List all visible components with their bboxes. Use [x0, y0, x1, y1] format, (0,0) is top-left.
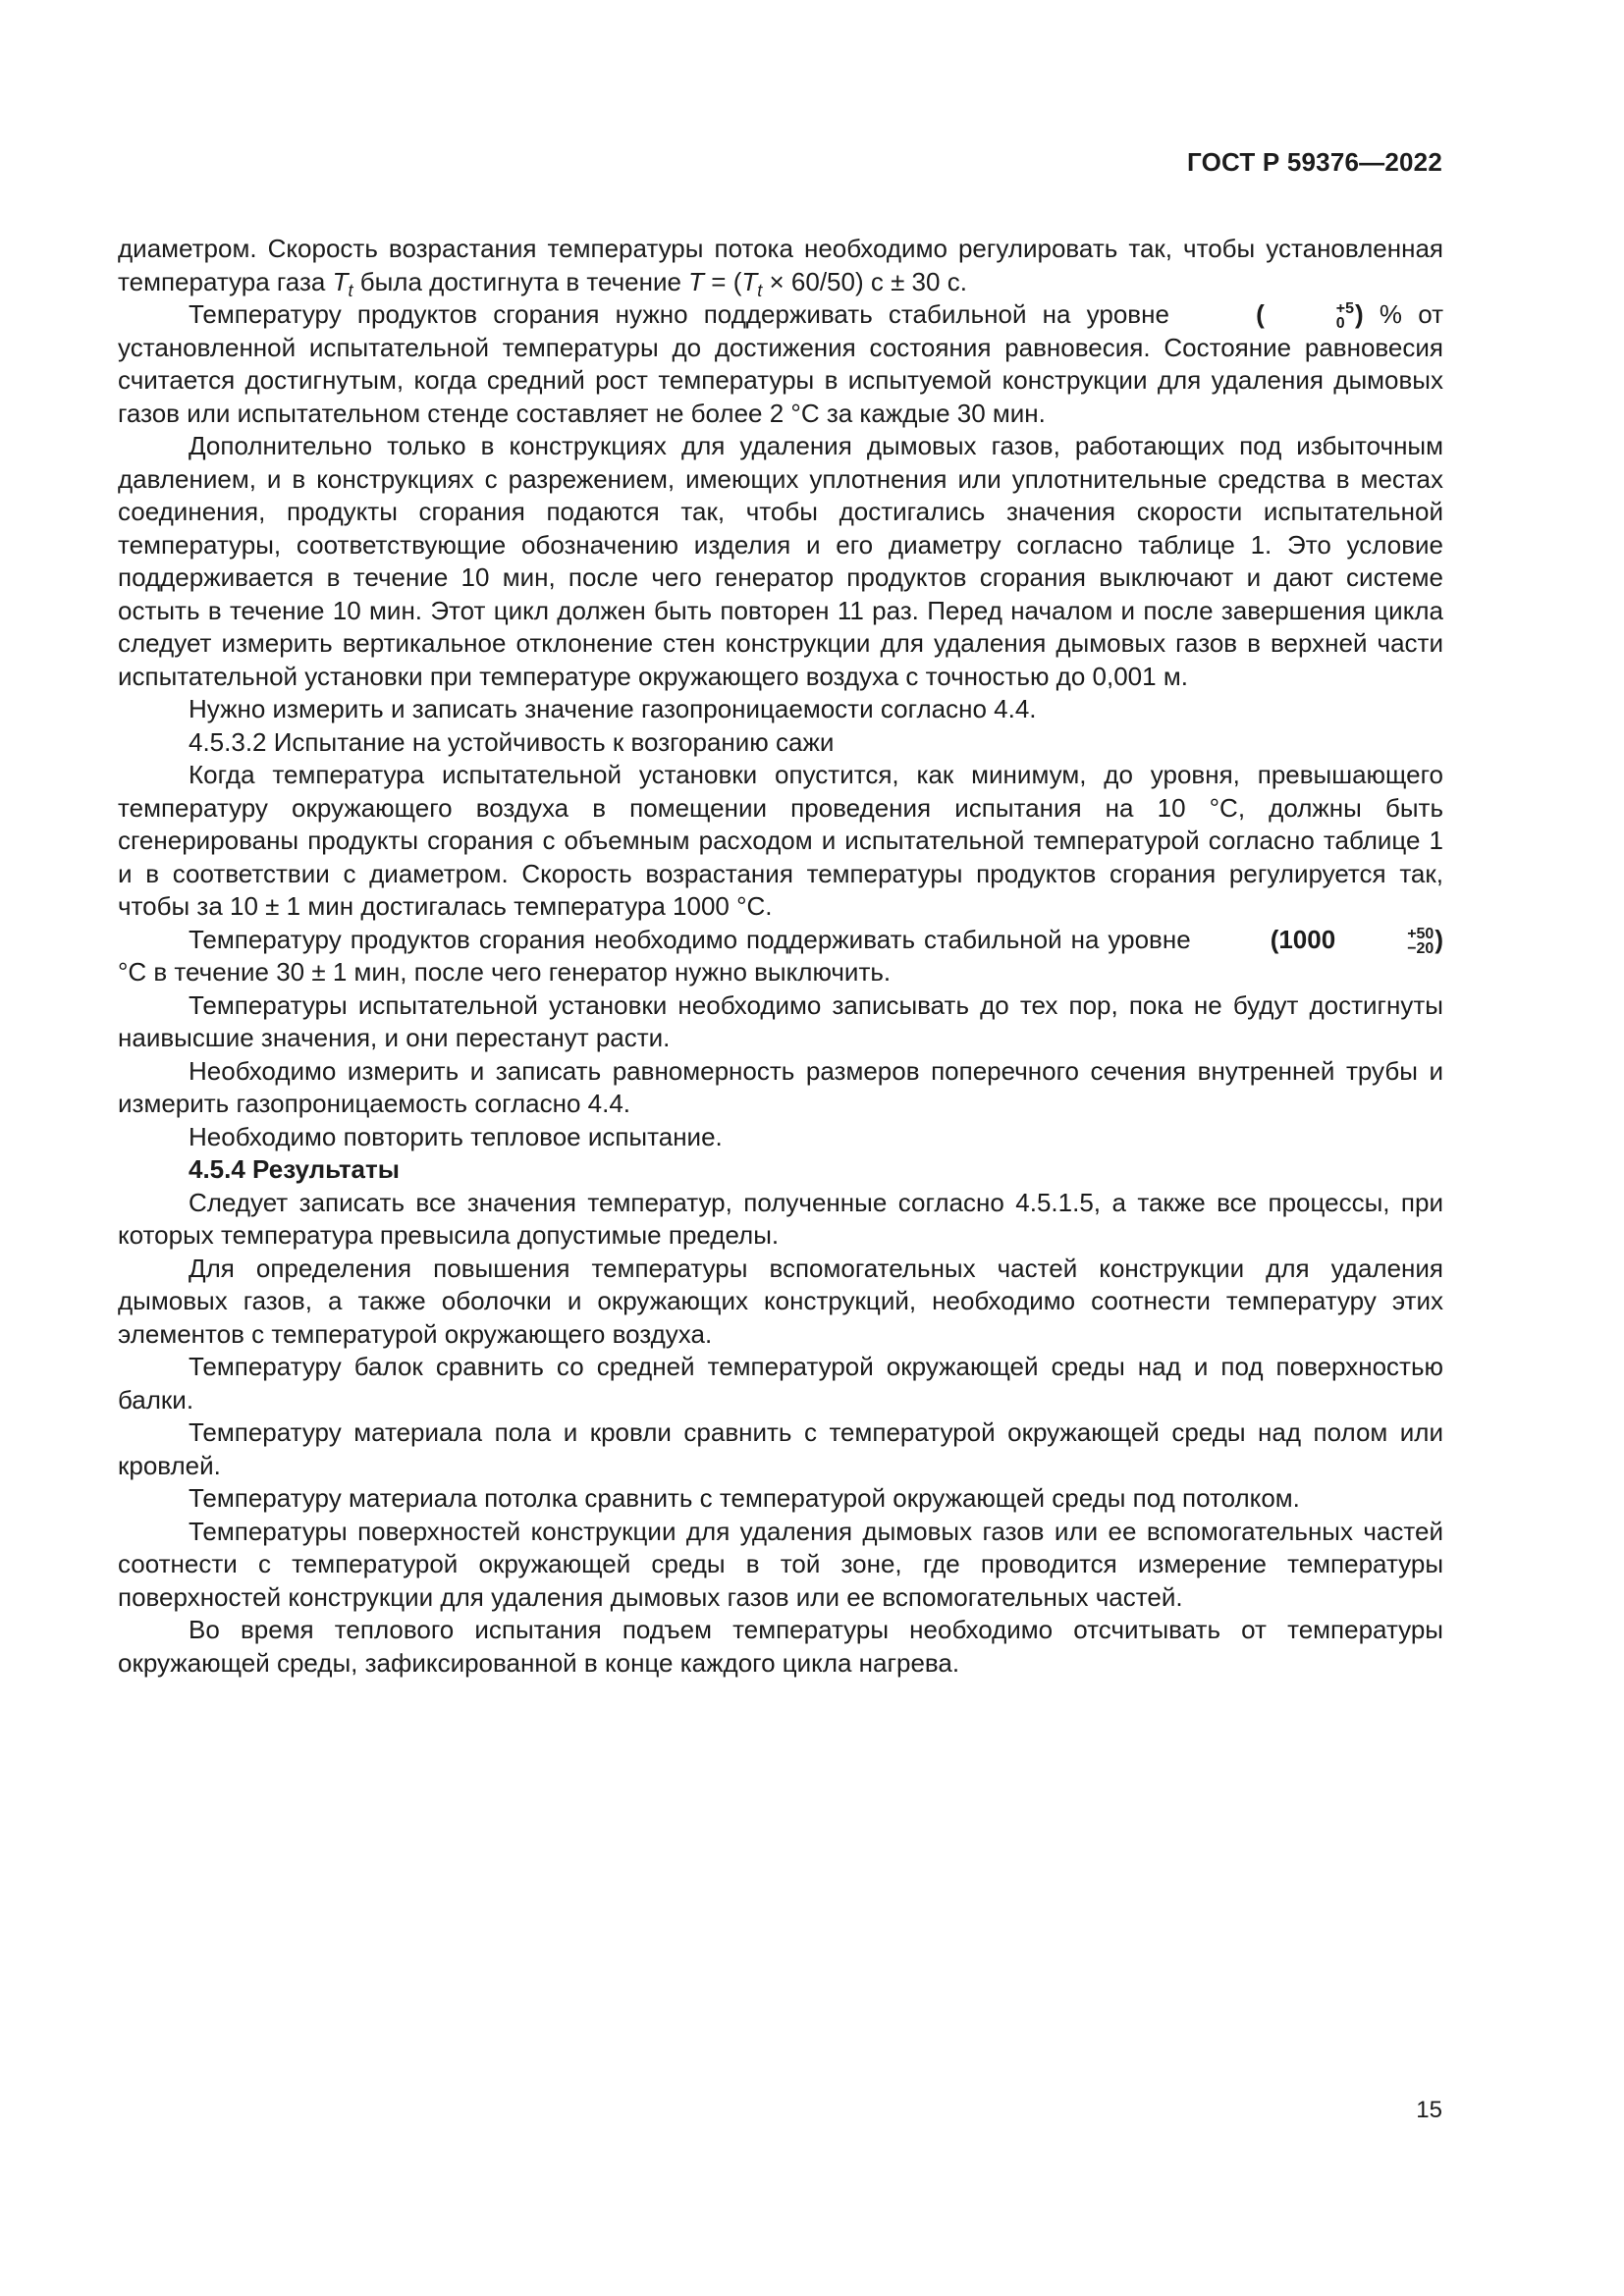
section-heading-4-5-3-2: 4.5.3.2 Испытание на устойчивость к возгоранию сажи [189, 726, 835, 757]
standard-header: ГОСТ Р 59376—2022 [1187, 147, 1442, 177]
paragraph-equilibrium: Температуру продуктов сгорания нужно поддерживать стабильной на уровне ( +5 0 ) % от установленной испытательной температуры до достижения состояния равновесия. Состояние равновесия считается достигнутым, когда средний рост температуры в испытуемой конструкции для удаления дымовых газов или испытательном стенде составляет не более 2 °С за каждые 30 мин. [118, 299, 1443, 428]
paragraph-beams: Температуру балок сравнить со средней температурой окружающей среды над и под поверхностью балки. [118, 1352, 1443, 1415]
paragraph-auxiliary-parts: Для определения повышения температуры вспомогательных частей конструкции для удаления дымовых газов, а также оболочки и окружающих конструкций, необходимо соотнести температуру этих элементов с температурой окружающего воздуха. [118, 1253, 1443, 1349]
paragraph-soot-test: Когда температура испытательной установки опустится, как минимум, до уровня, превышающего температуру окружающего воздуха в помещении проведения испытания на 10 °С, должны быть сгенерированы продукты сгорания с объемным расходом и испытательной температурой согласно таблице 1 и в соответствии с диаметром. Скорость возрастания температуры продуктов сгорания регулируется так, чтобы за 10 ± 1 мин достигалась температура 1000 °С. [118, 760, 1443, 921]
paragraph-gas-permeability: Нужно измерить и записать значение газопроницаемости согласно 4.4. [189, 694, 1037, 723]
paragraph-results: Следует записать все значения температур, полученные согласно 4.5.1.5, а также все процессы, при которых температура превысила допустимые пределы. [118, 1187, 1443, 1250]
document-body [118, 233, 1443, 1680]
tolerance-1000: (1000 +50 −20 ) [1270, 924, 1443, 957]
tolerance-percent: ( +5 0 ) [1256, 299, 1364, 333]
paragraph-ceiling: Температуру материала потолка сравнить с температурой окружающей среды под потолком. [189, 1483, 1300, 1513]
paragraph-flow-rate: диаметром. Скорость возрастания температуры потока необходимо регулировать так, чтобы установленная температура газа $T_t$ была достигнута в течение $T = (T_t \times 60/50) с \pm 30$ с. [118, 234, 1443, 300]
paragraph-1000-degrees: Температуру продуктов сгорания необходимо поддерживать стабильной на уровне (1000 +50 −20 ) °С в течение 30 ± 1 мин, после чего генератор нужно выключить. [118, 924, 1443, 987]
page-number: 15 [1416, 2097, 1442, 2123]
paragraph-cross-section: Необходимо измерить и записать равномерность размеров поперечного сечения внутренней трубы и измерить газопроницаемость согласно 4.4. [118, 1055, 1443, 1118]
paragraph-repeat-test: Необходимо повторить тепловое испытание. [189, 1121, 723, 1151]
paragraph-surfaces: Температуры поверхностей конструкции для удаления дымовых газов или ее вспомогательных частей соотнести с температурой окружающей среды в той зоне, где проводится измерение температуры поверхностей конструкции для удаления дымовых газов или ее вспомогательных частей. [118, 1516, 1443, 1612]
paragraph-thermal-test: Во время теплового испытания подъем температуры необходимо отсчитывать от температуры окружающей среды, зафиксированной в конце каждого цикла нагрева. [118, 1615, 1443, 1678]
paragraph-record-temperatures: Температуры испытательной установки необходимо записывать до тех пор, пока не будут достигнуты наивысшие значения, и они перестанут расти. [118, 989, 1443, 1052]
section-heading-4-5-4: 4.5.4 Результаты [189, 1154, 400, 1184]
paragraph-pressure-cycle: Дополнительно только в конструкциях для удаления дымовых газов, работающих под избыточным давлением, и в конструкциях с разрежением, имеющих уплотнения или уплотнительные средства в местах соединения, продукты сгорания подаются так, чтобы достигались значения скорости испытательной температуры, соответствующие обозначению изделия и его диаметру согласно таблице 1. Это условие поддерживается в течение 10 мин, после чего генератор продуктов сгорания выключают и дают системе остыть в течение 10 мин. Этот цикл должен быть повторен 11 раз. Перед началом и после завершения цикла следует измерить вертикальное отклонение стен конструкции для удаления дымовых газов в верхней части испытательной установки при температуре окружающего воздуха с точностью до 0,001 м. [118, 431, 1443, 691]
paragraph-floor-roof: Температуру материала пола и кровли сравнить с температурой окружающей среды над полом или кровлей. [118, 1417, 1443, 1480]
